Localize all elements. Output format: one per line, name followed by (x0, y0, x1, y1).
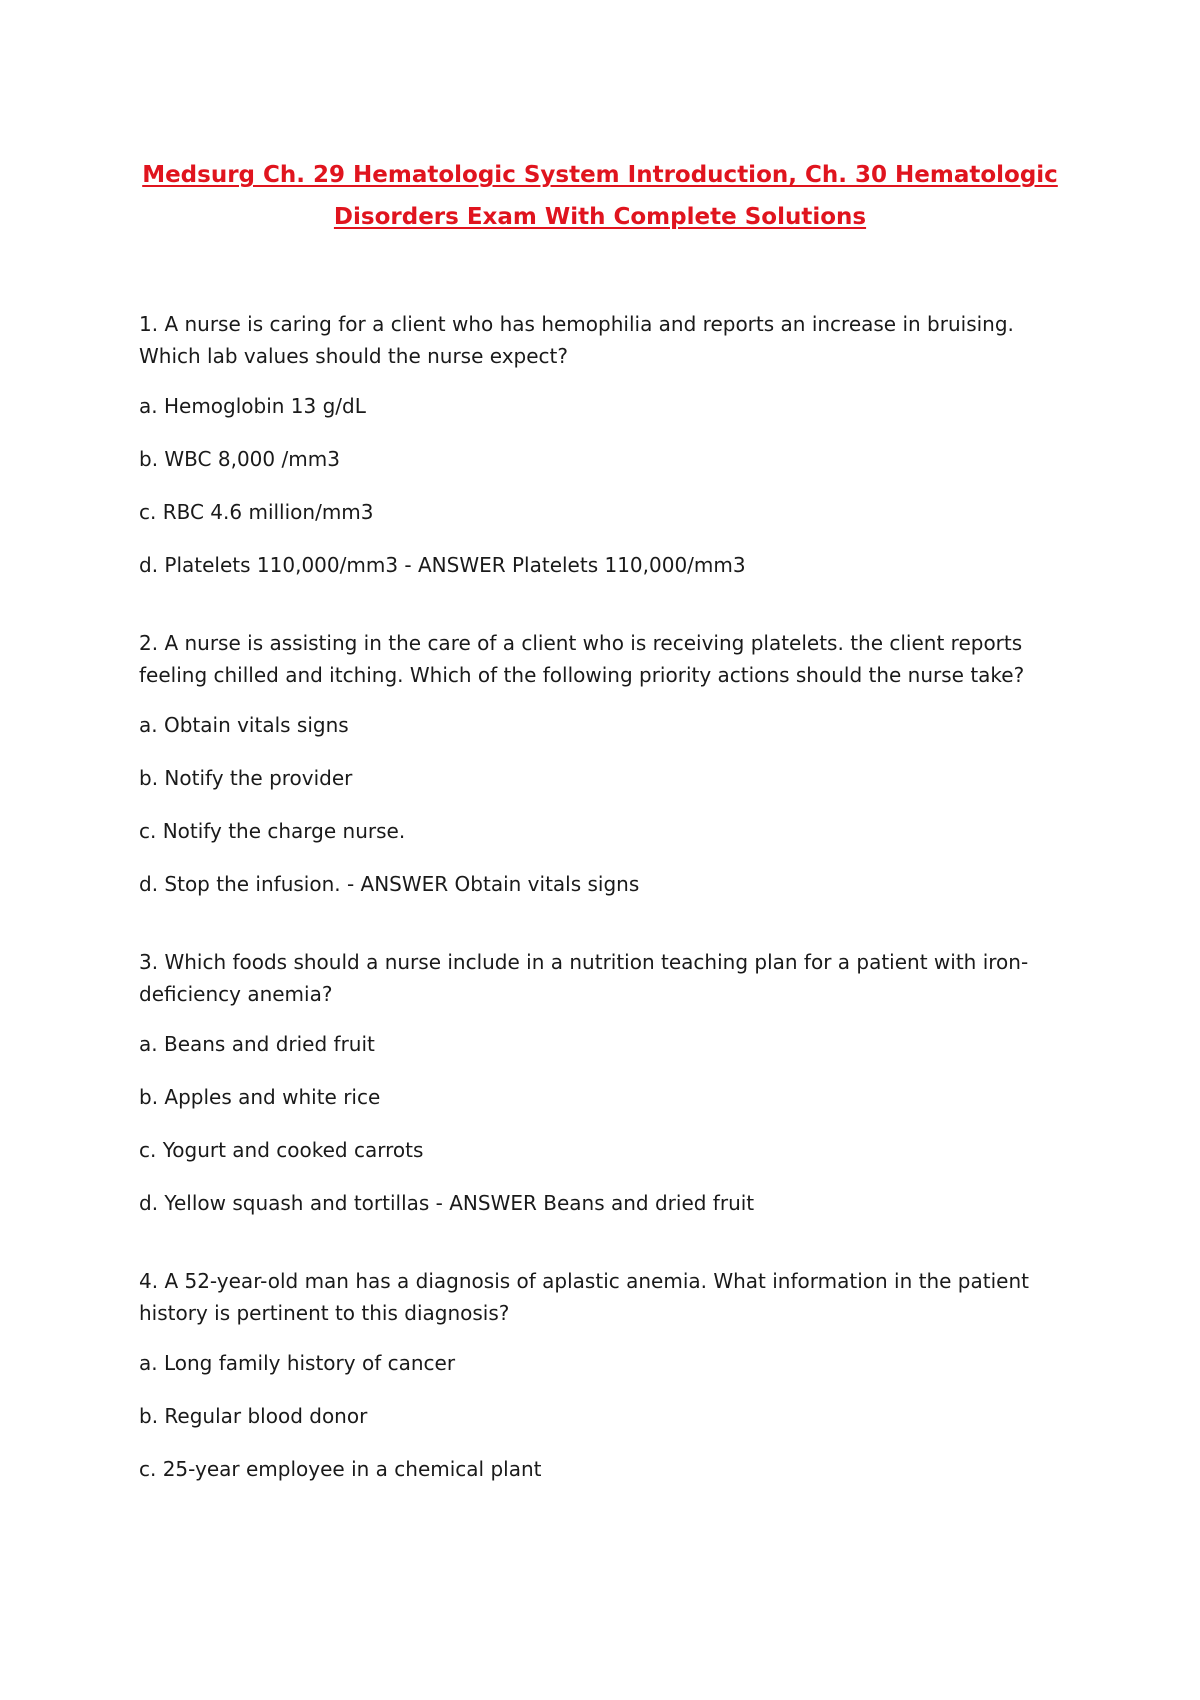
option-b: b. WBC 8,000 /mm3 (139, 447, 340, 471)
option-b: b. Regular blood donor (139, 1404, 368, 1428)
question-stem: 4. A 52-year-old man has a diagnosis of aplastic anemia. What information in the patient history is pertinent to this diagnosis? (139, 1269, 1029, 1325)
question-1 (139, 308, 1079, 581)
option-c: c. Yogurt and cooked carrots (139, 1138, 424, 1162)
question-3 (139, 946, 1079, 1219)
option-d-with-answer: d. Stop the infusion. - ANSWER Obtain vitals signs (139, 872, 640, 896)
option-a: a. Beans and dried fruit (139, 1032, 375, 1056)
option-b: b. Notify the provider (139, 766, 353, 790)
question-list (139, 308, 1079, 1531)
option-a: a. Obtain vitals signs (139, 713, 349, 737)
question-stem: 2. A nurse is assisting in the care of a client who is receiving platelets. the client reports feeling chilled and itching. Which of the following priority actions should the nurse take? (139, 631, 1025, 687)
option-d-with-answer: d. Platelets 110,000/mm3 - ANSWER Platelets 110,000/mm3 (139, 553, 746, 577)
question-2 (139, 627, 1079, 900)
option-c: c. 25-year employee in a chemical plant (139, 1457, 542, 1481)
title-line-2: Disorders Exam With Complete Solutions (333, 204, 867, 230)
question-4 (139, 1265, 1079, 1485)
option-a: a. Long family history of cancer (139, 1351, 456, 1375)
option-b: b. Apples and white rice (139, 1085, 381, 1109)
option-c: c. RBC 4.6 million/mm3 (139, 500, 374, 524)
question-stem: 1. A nurse is caring for a client who has hemophilia and reports an increase in bruising. Which lab values should the nurse expect? (139, 312, 1014, 368)
question-stem: 3. Which foods should a nurse include in a nutrition teaching plan for a patient with iron-deficiency anemia? (139, 950, 1029, 1006)
option-d-with-answer: d. Yellow squash and tortillas - ANSWER Beans and dried fruit (139, 1191, 755, 1215)
option-a: a. Hemoglobin 13 g/dL (139, 394, 366, 418)
title-line-1: Medsurg Ch. 29 Hematologic System Introduction, Ch. 30 Hematologic (142, 162, 1058, 188)
document-title (100, 154, 1100, 238)
option-c: c. Notify the charge nurse. (139, 819, 406, 843)
